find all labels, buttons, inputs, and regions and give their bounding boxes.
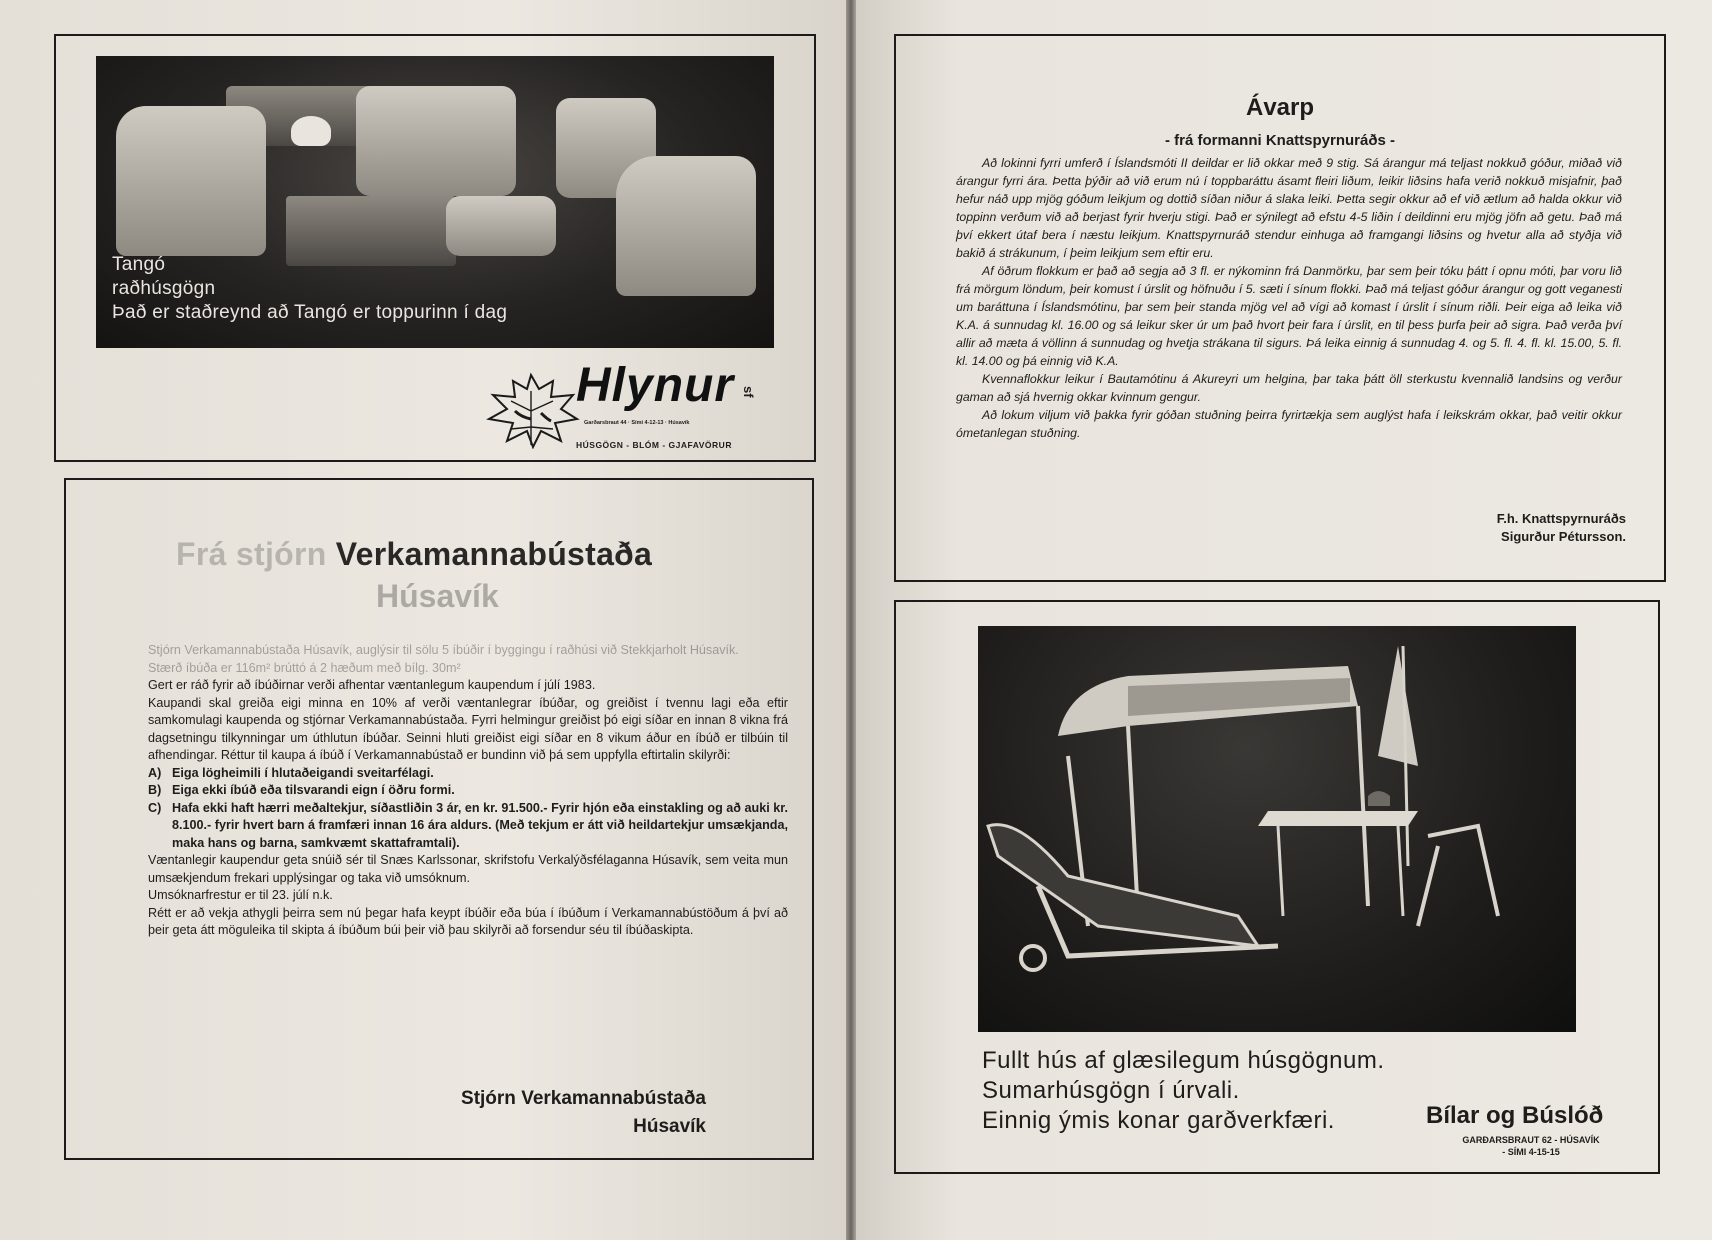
signature-line: Húsavík: [633, 1116, 706, 1137]
signature-line: Stjórn Verkamannabústaða: [461, 1088, 706, 1109]
notice-title-faded: Frá stjórn: [176, 536, 336, 572]
notice-paragraph: Umsóknarfrestur er til 23. júlí n.k.: [148, 888, 333, 902]
notice-paragraph: Gert er ráð fyrir að íbúðirnar verði afhentar væntanlegum kaupendum í júlí 1983.: [148, 678, 596, 692]
condition-item: A) Eiga lögheimili í hlutaðeigandi sveitarfélagi.: [148, 765, 434, 780]
notice-subtitle: Húsavík: [376, 578, 499, 614]
hlynur-goods: HÚSGÖGN - BLÓM - GJAFAVÖRUR: [576, 440, 732, 450]
letter-paragraph: Af öðrum flokkum er það að segja að 3 fl. er nýkominn frá Danmörku, þar sem þeir tóku þátt í opnu móti, þar voru lið frá mörgum löndum, þeir komust í úrslit og höfnuðu í 5. sæti í sínum flokki. Það má teljast góður árangur og gott veganesti um baráttuna í Íslandsmótinu, þar sem þeir standa mjög vel að vígi að komast í úrslit í sínum riðli. Þeir eiga að leika við K.A. á sunnudag kl. 16.00 og sá leikur sker úr um það hvort þeir fara í úrslit, en til þess þurfa þeir að sigra. Það verða því allir að mæta á völlinn á sunnudag og hvetja strákana til sigurs. Þá leika einnig á sunnudag 4. og 5. fl. 4. fl. kl. 15.00, 5. fl. kl. 14.00 og þá einnig við K.A.: [956, 264, 1622, 368]
notice-title: [176, 536, 776, 573]
notice-paragraph: Stærð íbúða er 116m² brúttó á 2 hæðum með bílg. 30m²: [148, 660, 461, 675]
notice-title-main: Verkamannabústaða: [335, 536, 653, 572]
notice-signature: [461, 1085, 706, 1141]
letter-paragraph: Kvennaflokkur leikur í Bautamótinu á Akureyri um helgina, þar taka þátt öll sterkustu kvennalið landsins og verður gaman að sjá hvernig okkar kvinnum gengur.: [956, 372, 1622, 404]
letter-signature: [1497, 510, 1626, 546]
notice-paragraph: Rétt er að vekja athygli þeirra sem nú þegar hafa keypt íbúðir eða búa í íbúðum í Verkamannabústöðum á því að þeir geta átt möguleika til skipta á íbúðum búi þeir við þau skilyrði að forsendur séu til íbúðaskipta.: [148, 905, 788, 937]
notice-paragraph: Væntanlegir kaupendur geta snúið sér til Snæs Karlssonar, skrifstofu Verkalýðsfélaganna Húsavík, sem veita mun umsækjendum frekari upplýsingar og taka við umsóknum.: [148, 853, 788, 885]
letter-title: Ávarp: [1245, 94, 1315, 121]
condition-item: B) Eiga ekki íbúð eða tilsvarandi eign í öðru formi.: [148, 783, 455, 797]
hlynur-logo: Hlynur: [576, 359, 735, 412]
slogan-line: Einnig ýmis konar garðverkfæri.: [982, 1107, 1335, 1134]
bilar-og-buslod-advertisement: [894, 600, 1660, 1174]
signature-line: F.h. Knattspyrnuráðs: [1496, 511, 1626, 526]
signature-line: Sigurður Pétursson.: [1501, 529, 1626, 544]
left-page: [0, 0, 846, 1240]
notice-body: [148, 642, 788, 940]
tango-caption-name: Tangó: [112, 254, 166, 275]
address-line: - SÍMI 4-15-15: [1502, 1147, 1560, 1157]
letter-body: [956, 154, 1622, 442]
letter-subtitle: - frá formanni Knattspyrnuráðs -: [1164, 132, 1396, 149]
garden-furniture-photo: [978, 626, 1576, 1032]
sofa-photo: [96, 56, 774, 348]
letter-paragraph: Að lokinni fyrri umferð í Íslandsmóti II deildar er lið okkar með 9 stig. Sá árangur má teljast nokkuð góður, miðað við árangur fyrri ára. Þetta þýðir að við erum nú í toppbaráttu ásamt fleiri liðum, leikir liðsins hafa verið nokkuð misjafnir, það hefur náð upp mjög góðum leikjum og dottið síðan niður á slaka leiki. Þetta segir okkur að ef við ætlum að halda okkur við toppinn verðum við að berjast fyrir hverju stigi. Það er sýnilegt að efstu 4-5 liðin í deildinni eru mjög jöfn að getu. Það má því ekkert útaf bera í næstu leikjum. Knattspyrnuráð stendur einhuga að framgangi liðsins og hvetur alla að styðja við bakið á strákunum, í þeim leikjum sem eftir eru.: [956, 156, 1622, 260]
tango-caption-type: raðhúsgögn: [112, 278, 216, 299]
letter-paragraph: Að lokum viljum við þakka fyrir góðan stuðning þeirra fyrirtækja sem auglýst hafa í leikskrám okkar, það veitir okkur ómetanlegan stuðning.: [956, 408, 1622, 440]
condition-item: C) Hafa ekki haft hærri meðaltekjur, síðastliðin 3 ár, en kr. 91.500.- Fyrir hjón eða einstakling og að auki kr. 8.100.- fyrir hvert barn á framfæri innan 16 ára aldurs. (Með tekjum er átt við heildartekjur umsækjanda, maka hans og barna, samkvæmt skattaframtali).: [148, 800, 788, 850]
hlynur-sf-suffix: sf: [741, 386, 756, 398]
company-name: Bílar og Búslóð: [1426, 1102, 1604, 1129]
notice-paragraph: Stjórn Verkamannabústaða Húsavík, auglýsir til sölu 5 íbúðir í byggingu í raðhúsi við Stekkjarholt Húsavík.: [148, 643, 739, 657]
ad-slogan: [982, 1046, 1385, 1136]
verkamannabustadir-notice: [64, 478, 814, 1160]
company-address: [1436, 1134, 1626, 1158]
tango-advertisement: [54, 34, 816, 462]
leaf-logo-icon: [481, 371, 581, 449]
page-gutter: [846, 0, 856, 1240]
tango-caption-slogan: Það er staðreynd að Tangó er toppurinn í dag: [112, 302, 508, 323]
notice-paragraph: Kaupandi skal greiða eigi minna en 10% af verði væntanlegrar íbúðar, og greiðist í tvennu lagi eða eftir samkomulagi kaupenda og stjórnar Verkamannabústaða. Fyrri helmingur greiðist þó eigi síðar en innan 8 vikna frá dagsetningu tilkynningar um úthlutun íbúðar. Seinni hluti greiðist eigi síðar en 8 vikum áður en íbúð er tilbúin til afhendingar. Réttur til kaupa á íbúð í Verkamannabústað er bundinn við þá sem uppfylla eftirtalin skilyrði:: [148, 695, 788, 762]
slogan-line: Sumarhúsgögn í úrvali.: [982, 1077, 1240, 1104]
slogan-line: Fullt hús af glæsilegum húsgögnum.: [982, 1047, 1385, 1074]
address-line: GARÐARSBRAUT 62 - HÚSAVÍK: [1462, 1135, 1600, 1145]
hlynur-address: Garðarsbraut 44 · Sími 4-12-13 · Húsavík: [584, 420, 690, 426]
right-page: [856, 0, 1712, 1240]
avarp-letter: [894, 34, 1666, 582]
